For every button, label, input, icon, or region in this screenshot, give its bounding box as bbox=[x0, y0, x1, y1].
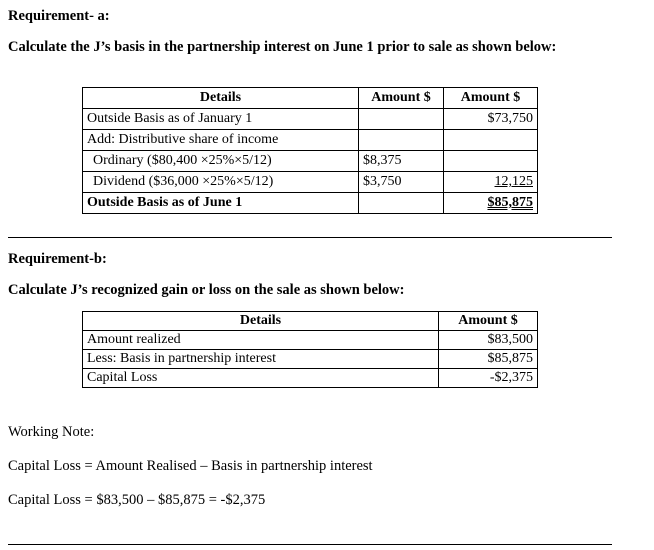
row-amount-1 bbox=[359, 193, 444, 214]
header-amount-1: Amount $ bbox=[359, 88, 444, 109]
row-amount: $85,875 bbox=[439, 350, 538, 369]
row-amount-1: $8,375 bbox=[359, 151, 444, 172]
table-row bbox=[83, 130, 538, 151]
row-amount: $83,500 bbox=[439, 331, 538, 350]
header-amount: Amount $ bbox=[439, 312, 538, 331]
header-amount-2: Amount $ bbox=[444, 88, 538, 109]
working-note-formula: Capital Loss = Amount Realised – Basis in partnership interest bbox=[8, 458, 373, 474]
row-amount-1: $3,750 bbox=[359, 172, 444, 193]
table-row bbox=[83, 109, 538, 130]
row-details: Capital Loss bbox=[83, 369, 439, 388]
table-row bbox=[83, 331, 538, 350]
row-amount-1 bbox=[359, 109, 444, 130]
subtotal-value: 12,125 bbox=[494, 174, 533, 189]
header-details: Details bbox=[83, 312, 439, 331]
row-amount-2 bbox=[444, 130, 538, 151]
row-amount-2: $73,750 bbox=[444, 109, 538, 130]
table-row bbox=[83, 172, 538, 193]
table-row bbox=[83, 151, 538, 172]
row-amount-1 bbox=[359, 130, 444, 151]
table-row bbox=[83, 350, 538, 369]
header-details: Details bbox=[83, 88, 359, 109]
working-note-calculation: Capital Loss = $83,500 – $85,875 = -$2,375 bbox=[8, 492, 266, 508]
req-b-instruction: Calculate J’s recognized gain or loss on the sale as shown below: bbox=[8, 282, 405, 298]
row-details: Ordinary ($80,400 ×25%×5/12) bbox=[83, 151, 359, 172]
row-details: Outside Basis as of January 1 bbox=[83, 109, 359, 130]
row-amount: -$2,375 bbox=[439, 369, 538, 388]
gain-loss-table bbox=[82, 311, 538, 388]
row-details: Dividend ($36,000 ×25%×5/12) bbox=[83, 172, 359, 193]
total-value: $85,875 bbox=[487, 195, 533, 210]
working-note-title: Working Note: bbox=[8, 424, 95, 440]
row-details: Less: Basis in partnership interest bbox=[83, 350, 439, 369]
req-a-heading: Requirement- a: bbox=[8, 8, 110, 24]
table-row bbox=[83, 193, 538, 214]
table-header-row bbox=[83, 312, 538, 331]
basis-table bbox=[82, 87, 538, 214]
req-a-instruction: Calculate the J’s basis in the partnership interest on June 1 prior to sale as shown below: bbox=[8, 39, 557, 55]
row-amount-2 bbox=[444, 193, 538, 214]
row-amount-2 bbox=[444, 151, 538, 172]
divider bbox=[8, 544, 612, 545]
row-details: Add: Distributive share of income bbox=[83, 130, 359, 151]
divider bbox=[8, 237, 612, 238]
req-b-heading: Requirement-b: bbox=[8, 251, 107, 267]
table-row bbox=[83, 369, 538, 388]
table-header-row bbox=[83, 88, 538, 109]
row-details: Outside Basis as of June 1 bbox=[83, 193, 359, 214]
row-details: Amount realized bbox=[83, 331, 439, 350]
row-amount-2 bbox=[444, 172, 538, 193]
